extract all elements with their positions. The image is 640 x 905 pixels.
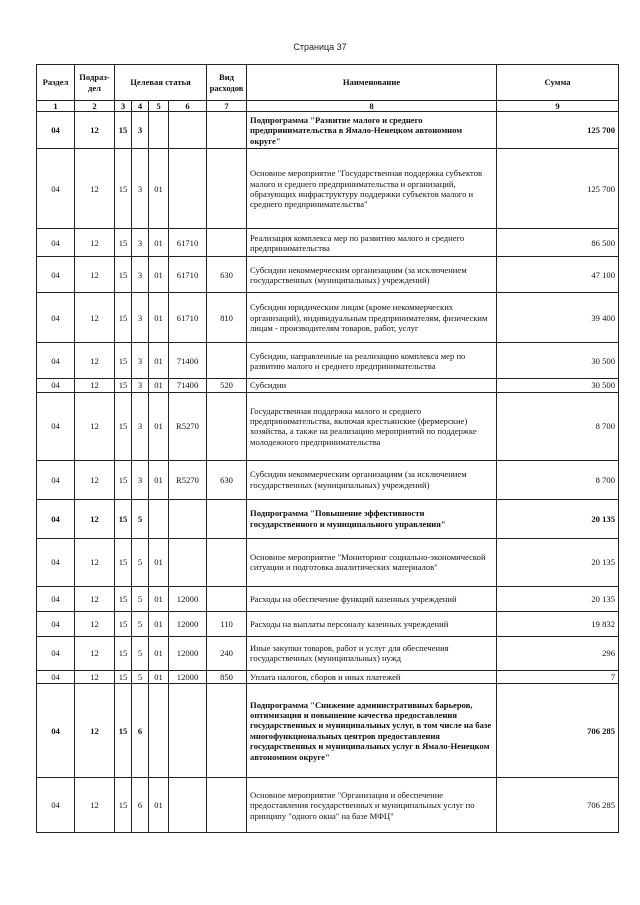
celevaya-3-cell: 01: [149, 229, 169, 257]
podrazdel-cell: 12: [75, 112, 115, 149]
summa-cell: 19 832: [497, 611, 619, 636]
razdel-cell: 04: [37, 778, 75, 833]
header-summa: Сумма: [497, 65, 619, 101]
celevaya-3-cell: 01: [149, 392, 169, 460]
header-vid-rashodov: Вид расходов: [207, 65, 247, 101]
table-row: [37, 293, 619, 343]
table-row: [37, 460, 619, 499]
summa-cell: 706 285: [497, 684, 619, 778]
podrazdel-cell: 12: [75, 538, 115, 586]
celevaya-3-cell: 01: [149, 636, 169, 670]
summa-cell: 8 700: [497, 392, 619, 460]
celevaya-1-cell: 15: [115, 499, 132, 538]
celevaya-4-cell: 61710: [169, 257, 207, 293]
celevaya-2-cell: 6: [132, 684, 149, 778]
razdel-cell: 04: [37, 257, 75, 293]
celevaya-3-cell: 01: [149, 293, 169, 343]
column-number: 6: [169, 101, 207, 112]
header-razdel: Раздел: [37, 65, 75, 101]
naimenovanie-cell: Подпрограмма "Развитие малого и среднего предпринимательства в Ямало-Ненецком автономном округе": [247, 112, 497, 149]
page-number: Страница 37: [293, 42, 347, 52]
summa-cell: 39 400: [497, 293, 619, 343]
celevaya-1-cell: 15: [115, 670, 132, 683]
razdel-cell: 04: [37, 293, 75, 343]
celevaya-3-cell: 01: [149, 149, 169, 229]
celevaya-4-cell: 61710: [169, 229, 207, 257]
summa-cell: 296: [497, 636, 619, 670]
celevaya-1-cell: 15: [115, 379, 132, 392]
summa-cell: 30 500: [497, 379, 619, 392]
celevaya-1-cell: 15: [115, 392, 132, 460]
celevaya-2-cell: 3: [132, 293, 149, 343]
celevaya-4-cell: 12000: [169, 586, 207, 611]
table-row: [37, 392, 619, 460]
podrazdel-cell: 12: [75, 460, 115, 499]
celevaya-1-cell: 15: [115, 778, 132, 833]
table-row: [37, 611, 619, 636]
summa-cell: 20 135: [497, 586, 619, 611]
table-row: [37, 149, 619, 229]
celevaya-2-cell: 5: [132, 538, 149, 586]
celevaya-2-cell: 5: [132, 586, 149, 611]
celevaya-3-cell: 01: [149, 538, 169, 586]
celevaya-4-cell: [169, 778, 207, 833]
table-row: [37, 684, 619, 778]
celevaya-3-cell: 01: [149, 257, 169, 293]
celevaya-4-cell: 12000: [169, 611, 207, 636]
celevaya-1-cell: 15: [115, 229, 132, 257]
podrazdel-cell: 12: [75, 257, 115, 293]
vid-rashodov-cell: [207, 149, 247, 229]
naimenovanie-cell: Расходы на обеспечение функций казенных учреждений: [247, 586, 497, 611]
naimenovanie-cell: Основное мероприятие "Мониторинг социально-экономической ситуации и подготовка аналитических материалов": [247, 538, 497, 586]
podrazdel-cell: 12: [75, 670, 115, 683]
naimenovanie-cell: Основное мероприятие "Организация и обеспечение предоставления государственных и муниципальных услуг по принципу "одного окна" на базе МФЦ": [247, 778, 497, 833]
budget-table: [36, 64, 619, 833]
column-number: 2: [75, 101, 115, 112]
celevaya-1-cell: 15: [115, 149, 132, 229]
celevaya-2-cell: 5: [132, 499, 149, 538]
podrazdel-cell: 12: [75, 379, 115, 392]
summa-cell: 30 500: [497, 343, 619, 379]
vid-rashodov-cell: [207, 229, 247, 257]
razdel-cell: 04: [37, 611, 75, 636]
summa-cell: 706 285: [497, 778, 619, 833]
vid-rashodov-cell: 520: [207, 379, 247, 392]
razdel-cell: 04: [37, 586, 75, 611]
celevaya-4-cell: [169, 684, 207, 778]
razdel-cell: 04: [37, 636, 75, 670]
celevaya-4-cell: [169, 499, 207, 538]
celevaya-4-cell: 71400: [169, 343, 207, 379]
vid-rashodov-cell: 110: [207, 611, 247, 636]
celevaya-3-cell: [149, 684, 169, 778]
celevaya-2-cell: 3: [132, 379, 149, 392]
vid-rashodov-cell: 630: [207, 460, 247, 499]
podrazdel-cell: 12: [75, 611, 115, 636]
summa-cell: 47 100: [497, 257, 619, 293]
summa-cell: 86 500: [497, 229, 619, 257]
celevaya-4-cell: R5270: [169, 460, 207, 499]
header-row: [37, 65, 619, 101]
celevaya-1-cell: 15: [115, 293, 132, 343]
naimenovanie-cell: Субсидии: [247, 379, 497, 392]
podrazdel-cell: 12: [75, 343, 115, 379]
vid-rashodov-cell: [207, 684, 247, 778]
summa-cell: 125 700: [497, 149, 619, 229]
celevaya-1-cell: 15: [115, 112, 132, 149]
header-celevaya-statya: Целевая статья: [115, 65, 207, 101]
table-row: [37, 379, 619, 392]
vid-rashodov-cell: 810: [207, 293, 247, 343]
razdel-cell: 04: [37, 670, 75, 683]
podrazdel-cell: 12: [75, 149, 115, 229]
celevaya-4-cell: 12000: [169, 670, 207, 683]
celevaya-1-cell: 15: [115, 636, 132, 670]
vid-rashodov-cell: [207, 778, 247, 833]
celevaya-1-cell: 15: [115, 684, 132, 778]
naimenovanie-cell: Иные закупки товаров, работ и услуг для обеспечения государственных (муниципальных) нужд: [247, 636, 497, 670]
vid-rashodov-cell: [207, 343, 247, 379]
celevaya-3-cell: [149, 112, 169, 149]
razdel-cell: 04: [37, 392, 75, 460]
celevaya-3-cell: 01: [149, 379, 169, 392]
razdel-cell: 04: [37, 112, 75, 149]
celevaya-2-cell: 3: [132, 257, 149, 293]
table-row: [37, 670, 619, 683]
naimenovanie-cell: Расходы на выплаты персоналу казенных учреждений: [247, 611, 497, 636]
column-number: 1: [37, 101, 75, 112]
table-row: [37, 499, 619, 538]
summa-cell: 7: [497, 670, 619, 683]
razdel-cell: 04: [37, 343, 75, 379]
razdel-cell: 04: [37, 460, 75, 499]
celevaya-2-cell: 5: [132, 636, 149, 670]
celevaya-4-cell: [169, 149, 207, 229]
table-row: [37, 343, 619, 379]
column-number: 7: [207, 101, 247, 112]
summa-cell: 125 700: [497, 112, 619, 149]
column-number: 9: [497, 101, 619, 112]
vid-rashodov-cell: [207, 538, 247, 586]
column-number: 8: [247, 101, 497, 112]
naimenovanie-cell: Основное мероприятие "Государственная поддержка субъектов малого и среднего предпринимательства и организаций, образующих инфраструктуру поддержки субъектов малого и среднего предпринимательства": [247, 149, 497, 229]
celevaya-4-cell: 61710: [169, 293, 207, 343]
celevaya-2-cell: 5: [132, 670, 149, 683]
celevaya-3-cell: 01: [149, 343, 169, 379]
podrazdel-cell: 12: [75, 392, 115, 460]
celevaya-1-cell: 15: [115, 460, 132, 499]
summa-cell: 8 700: [497, 460, 619, 499]
table-row: [37, 636, 619, 670]
podrazdel-cell: 12: [75, 229, 115, 257]
celevaya-3-cell: 01: [149, 778, 169, 833]
header-podrazdel: Подраз-дел: [75, 65, 115, 101]
naimenovanie-cell: Подпрограмма "Повышение эффективности государственного и муниципального управления": [247, 499, 497, 538]
summa-cell: 20 135: [497, 499, 619, 538]
podrazdel-cell: 12: [75, 293, 115, 343]
celevaya-4-cell: [169, 538, 207, 586]
celevaya-1-cell: 15: [115, 257, 132, 293]
celevaya-4-cell: [169, 112, 207, 149]
vid-rashodov-cell: 630: [207, 257, 247, 293]
column-number: 5: [149, 101, 169, 112]
celevaya-1-cell: 15: [115, 538, 132, 586]
podrazdel-cell: 12: [75, 499, 115, 538]
vid-rashodov-cell: 850: [207, 670, 247, 683]
naimenovanie-cell: Реализация комплекса мер по развитию малого и среднего предпринимательства: [247, 229, 497, 257]
razdel-cell: 04: [37, 229, 75, 257]
razdel-cell: 04: [37, 684, 75, 778]
celevaya-3-cell: [149, 499, 169, 538]
column-number: 4: [132, 101, 149, 112]
celevaya-1-cell: 15: [115, 611, 132, 636]
table-row: [37, 257, 619, 293]
naimenovanie-cell: Государственная поддержка малого и среднего предпринимательства, включая крестьянские (фермерские) хозяйства, а также на реализацию мероприятий по поддержке молодежного предпринимательства: [247, 392, 497, 460]
table-row: [37, 538, 619, 586]
celevaya-2-cell: 3: [132, 460, 149, 499]
celevaya-1-cell: 15: [115, 586, 132, 611]
podrazdel-cell: 12: [75, 684, 115, 778]
razdel-cell: 04: [37, 538, 75, 586]
razdel-cell: 04: [37, 149, 75, 229]
naimenovanie-cell: Субсидии, направленные на реализацию комплекса мер по развитию малого и среднего предпринимательства: [247, 343, 497, 379]
celevaya-4-cell: 12000: [169, 636, 207, 670]
naimenovanie-cell: Субсидии юридическим лицам (кроме некоммерческих организаций), индивидуальным предпринимателям, физическим лицам - производителям товаров, работ, услуг: [247, 293, 497, 343]
celevaya-1-cell: 15: [115, 343, 132, 379]
column-number: 3: [115, 101, 132, 112]
vid-rashodov-cell: 240: [207, 636, 247, 670]
table-row: [37, 586, 619, 611]
table-row: [37, 778, 619, 833]
celevaya-2-cell: 3: [132, 112, 149, 149]
naimenovanie-cell: Уплата налогов, сборов и иных платежей: [247, 670, 497, 683]
celevaya-3-cell: 01: [149, 670, 169, 683]
celevaya-2-cell: 3: [132, 343, 149, 379]
celevaya-2-cell: 6: [132, 778, 149, 833]
podrazdel-cell: 12: [75, 586, 115, 611]
vid-rashodov-cell: [207, 586, 247, 611]
razdel-cell: 04: [37, 379, 75, 392]
celevaya-2-cell: 5: [132, 611, 149, 636]
celevaya-2-cell: 3: [132, 392, 149, 460]
celevaya-3-cell: 01: [149, 460, 169, 499]
vid-rashodov-cell: [207, 499, 247, 538]
vid-rashodov-cell: [207, 112, 247, 149]
celevaya-3-cell: 01: [149, 586, 169, 611]
razdel-cell: 04: [37, 499, 75, 538]
podrazdel-cell: 12: [75, 778, 115, 833]
naimenovanie-cell: Субсидии некоммерческим организациям (за исключением государственных (муниципальных) учреждений): [247, 257, 497, 293]
celevaya-3-cell: 01: [149, 611, 169, 636]
podrazdel-cell: 12: [75, 636, 115, 670]
celevaya-2-cell: 3: [132, 229, 149, 257]
summa-cell: 20 135: [497, 538, 619, 586]
vid-rashodov-cell: [207, 392, 247, 460]
naimenovanie-cell: Подпрограмма "Снижение административных барьеров, оптимизация и повышение качества предоставления государственных и муниципальных услуг, в том числе на базе многофункциональных центров предоставления государственных и муниципальных услуг в Ямало-Ненецком автономном округе": [247, 684, 497, 778]
naimenovanie-cell: Субсидии некоммерческим организациям (за исключением государственных (муниципальных) учреждений): [247, 460, 497, 499]
column-number-row: [37, 101, 619, 112]
table-row: [37, 229, 619, 257]
celevaya-4-cell: R5270: [169, 392, 207, 460]
table-row: [37, 112, 619, 149]
header-naimenovanie: Наименование: [247, 65, 497, 101]
celevaya-4-cell: 71400: [169, 379, 207, 392]
celevaya-2-cell: 3: [132, 149, 149, 229]
